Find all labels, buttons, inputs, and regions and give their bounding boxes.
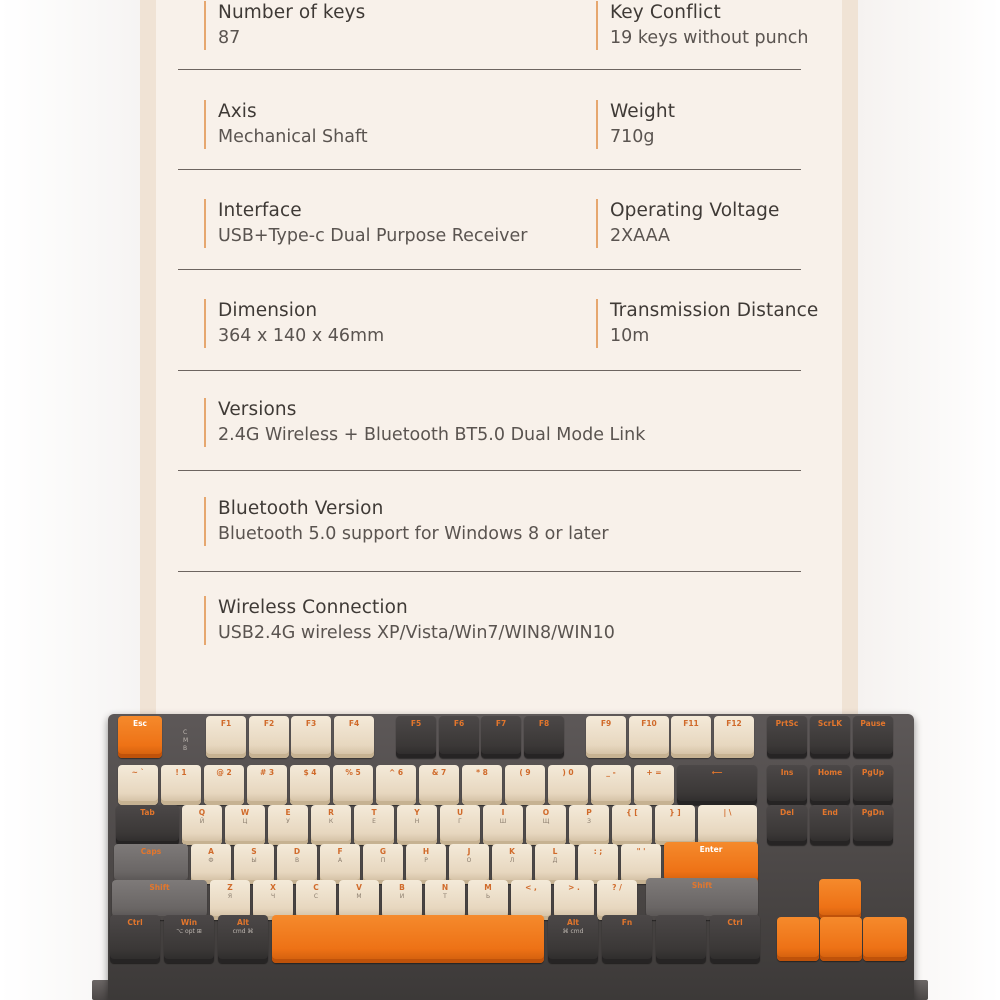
spec-bluetooth-version bbox=[204, 497, 609, 546]
key-ctrl-l bbox=[110, 915, 160, 963]
key-label: " ' bbox=[636, 847, 646, 856]
key-sublabel: В bbox=[294, 857, 300, 864]
key-f6 bbox=[439, 716, 479, 758]
key-label: Ctrl bbox=[127, 918, 143, 927]
key-sublabel: О bbox=[466, 857, 472, 864]
key-s bbox=[234, 844, 274, 884]
divider bbox=[178, 470, 801, 471]
key-sublabel: Н bbox=[414, 818, 420, 825]
spec-label: Bluetooth Version bbox=[218, 498, 384, 519]
key-g bbox=[363, 844, 403, 884]
key-sublabel: К bbox=[328, 818, 334, 825]
key-label: $ 4 bbox=[303, 768, 317, 777]
key-k bbox=[492, 844, 532, 884]
key-n0 bbox=[548, 765, 588, 805]
key-ctrl-r bbox=[710, 915, 760, 963]
key-label: F10 bbox=[641, 719, 657, 728]
key-f11 bbox=[671, 716, 711, 758]
led-m: M bbox=[183, 737, 189, 744]
key-sublabel: Д bbox=[552, 857, 558, 864]
key-label: Z bbox=[227, 883, 233, 892]
spec-value: Bluetooth 5.0 support for Windows 8 or later bbox=[218, 524, 609, 544]
spec-transmission-distance bbox=[596, 299, 818, 348]
key-sublabel: А bbox=[337, 857, 343, 864]
spec-versions bbox=[204, 398, 645, 447]
spec-value: 10m bbox=[610, 326, 650, 346]
key-i bbox=[483, 805, 523, 845]
key-label: J bbox=[467, 847, 471, 856]
key-label: S bbox=[251, 847, 257, 856]
spec-value: USB+Type-c Dual Purpose Receiver bbox=[218, 226, 528, 246]
key-l bbox=[535, 844, 575, 884]
key-sublabel: ⌥ opt ⊞ bbox=[176, 928, 202, 935]
key-label: ? / bbox=[612, 883, 622, 892]
key-label: R bbox=[328, 808, 334, 817]
key-sublabel: Л bbox=[509, 857, 515, 864]
key-label: ( 9 bbox=[519, 768, 531, 777]
key-sublabel: Г bbox=[458, 818, 462, 825]
key-pgup bbox=[853, 765, 893, 805]
key-sublabel: Й bbox=[199, 818, 205, 825]
key-label: U bbox=[456, 808, 464, 817]
key-sublabel: З bbox=[587, 818, 591, 825]
led-b: B bbox=[183, 745, 188, 752]
keyboard-leds bbox=[183, 729, 188, 753]
key-label: Home bbox=[817, 768, 843, 777]
key-alt-l bbox=[218, 915, 268, 963]
spec-label: Interface bbox=[218, 200, 302, 221]
key-sublabel: Ц bbox=[242, 818, 248, 825]
key-e bbox=[268, 805, 308, 845]
spec-value: 87 bbox=[218, 28, 241, 48]
key-label: Y bbox=[414, 808, 420, 817]
key-f7 bbox=[481, 716, 521, 758]
arrow-up-key bbox=[819, 879, 861, 919]
key-label: Q bbox=[198, 808, 206, 817]
key-n8 bbox=[462, 765, 502, 805]
key-label: K bbox=[509, 847, 515, 856]
key-label: Esc bbox=[132, 719, 148, 728]
key-label: % 5 bbox=[345, 768, 361, 777]
key-f1 bbox=[206, 716, 246, 758]
spec-dimension bbox=[204, 299, 384, 348]
key-ins bbox=[767, 765, 807, 805]
key-sublabel: Ь bbox=[485, 893, 491, 900]
key-n bbox=[425, 880, 465, 920]
key-win bbox=[164, 915, 214, 963]
key-label: # 3 bbox=[259, 768, 275, 777]
key-label: N bbox=[441, 883, 449, 892]
key-label: Ctrl bbox=[727, 918, 743, 927]
spec-label: Wireless Connection bbox=[218, 597, 408, 618]
key-label: Alt bbox=[567, 918, 579, 927]
spec-value: 2XAAA bbox=[610, 226, 671, 246]
key-lbracket bbox=[612, 805, 652, 845]
key-u bbox=[440, 805, 480, 845]
key-v bbox=[339, 880, 379, 920]
key-sublabel: Ш bbox=[499, 818, 507, 825]
key-label: PgDn bbox=[861, 808, 885, 817]
spec-wireless-connection bbox=[204, 596, 615, 645]
led-c: C bbox=[183, 729, 188, 736]
key-label: D bbox=[293, 847, 301, 856]
key-p bbox=[569, 805, 609, 845]
key-label: Fn bbox=[621, 918, 633, 927]
key-shift-l bbox=[112, 880, 207, 920]
menu-key bbox=[656, 915, 706, 963]
key-sublabel: Е bbox=[372, 818, 376, 825]
key-home bbox=[810, 765, 850, 805]
key-n6 bbox=[376, 765, 416, 805]
key-fn bbox=[602, 915, 652, 963]
key-sublabel: Щ bbox=[542, 818, 550, 825]
key-label: : ; bbox=[593, 847, 603, 856]
divider bbox=[178, 169, 801, 170]
spec-operating-voltage bbox=[596, 199, 779, 248]
spec-value: 2.4G Wireless + Bluetooth BT5.0 Dual Mode Link bbox=[218, 425, 646, 445]
key-sublabel: М bbox=[356, 893, 362, 900]
spec-weight bbox=[596, 100, 675, 149]
arrow-left-key bbox=[777, 917, 819, 961]
key-label: End bbox=[822, 808, 838, 817]
spec-label: Transmission Distance bbox=[610, 300, 819, 321]
arrow-right-key bbox=[863, 917, 907, 961]
key-tab bbox=[116, 805, 179, 845]
key-backspace bbox=[677, 765, 757, 805]
key-label: V bbox=[356, 883, 362, 892]
key-w bbox=[225, 805, 265, 845]
key-label: Shift bbox=[691, 881, 713, 890]
key-label: | \ bbox=[723, 808, 732, 817]
key-period bbox=[554, 880, 594, 920]
divider bbox=[178, 571, 801, 572]
key-label: @ 2 bbox=[216, 768, 232, 777]
key-equal bbox=[634, 765, 674, 805]
key-z bbox=[210, 880, 250, 920]
key-scrlk bbox=[810, 716, 850, 758]
key-label: PrtSc bbox=[775, 719, 799, 728]
key-label: O bbox=[542, 808, 550, 817]
key-label: T bbox=[371, 808, 377, 817]
key-label: F1 bbox=[220, 719, 232, 728]
key-label: W bbox=[240, 808, 250, 817]
key-slash bbox=[597, 880, 637, 920]
key-a bbox=[191, 844, 231, 884]
spec-value: Mechanical Shaft bbox=[218, 127, 368, 147]
key-sublabel: Я bbox=[227, 893, 233, 900]
key-c bbox=[296, 880, 336, 920]
key-label: F6 bbox=[453, 719, 465, 728]
spec-label: Axis bbox=[218, 101, 257, 122]
key-n2 bbox=[204, 765, 244, 805]
spec-interface bbox=[204, 199, 528, 248]
key-label: F11 bbox=[683, 719, 699, 728]
key-label: Del bbox=[780, 808, 794, 817]
key-n1 bbox=[161, 765, 201, 805]
divider bbox=[178, 269, 801, 270]
key-label: _ - bbox=[606, 768, 616, 777]
key-label: { [ bbox=[626, 808, 638, 817]
key-sublabel: П bbox=[380, 857, 386, 864]
spec-key-conflict bbox=[596, 1, 809, 50]
key-label: Enter bbox=[699, 845, 723, 854]
key-label: X bbox=[270, 883, 276, 892]
spec-label: Versions bbox=[218, 399, 297, 420]
key-label: M bbox=[484, 883, 492, 892]
key-r bbox=[311, 805, 351, 845]
key-label: G bbox=[379, 847, 387, 856]
key-label: F7 bbox=[495, 719, 507, 728]
spec-value: 19 keys without punch bbox=[610, 28, 809, 48]
key-tilde bbox=[118, 765, 158, 805]
key-label: ~ ` bbox=[131, 768, 145, 777]
key-label: Win bbox=[180, 918, 198, 927]
arrow-down-key bbox=[820, 917, 862, 961]
spacebar bbox=[272, 915, 544, 963]
key-h bbox=[406, 844, 446, 884]
key-esc bbox=[118, 716, 162, 758]
key-del bbox=[767, 805, 807, 845]
key-label: F bbox=[337, 847, 343, 856]
spec-label: Operating Voltage bbox=[610, 200, 780, 221]
key-label: F9 bbox=[600, 719, 612, 728]
key-label: F4 bbox=[348, 719, 360, 728]
spec-value: USB2.4G wireless XP/Vista/Win7/WIN8/WIN10 bbox=[218, 623, 615, 643]
key-o bbox=[526, 805, 566, 845]
key-label: C bbox=[313, 883, 319, 892]
key-label: H bbox=[422, 847, 430, 856]
key-f10 bbox=[629, 716, 669, 758]
key-m bbox=[468, 880, 508, 920]
key-label: F2 bbox=[263, 719, 275, 728]
key-sublabel: cmd ⌘ bbox=[232, 928, 254, 935]
key-d bbox=[277, 844, 317, 884]
key-prtsc bbox=[767, 716, 807, 758]
key-f3 bbox=[291, 716, 331, 758]
key-label: + = bbox=[646, 768, 662, 777]
key-end bbox=[810, 805, 850, 845]
key-label: F5 bbox=[410, 719, 422, 728]
key-f8 bbox=[524, 716, 564, 758]
key-sublabel: Ч bbox=[270, 893, 276, 900]
spec-label: Weight bbox=[610, 101, 676, 122]
key-label: ScrLK bbox=[817, 719, 843, 728]
key-label: B bbox=[399, 883, 405, 892]
key-f2 bbox=[249, 716, 289, 758]
key-pause bbox=[853, 716, 893, 758]
key-label: A bbox=[208, 847, 214, 856]
key-label: & 7 bbox=[431, 768, 447, 777]
key-sublabel: Т bbox=[443, 893, 447, 900]
key-label: E bbox=[285, 808, 291, 817]
key-n3 bbox=[247, 765, 287, 805]
spec-label: Key Conflict bbox=[610, 2, 721, 23]
key-j bbox=[449, 844, 489, 884]
key-label: Tab bbox=[140, 808, 155, 817]
key-n9 bbox=[505, 765, 545, 805]
key-x bbox=[253, 880, 293, 920]
key-f bbox=[320, 844, 360, 884]
key-label: ! 1 bbox=[175, 768, 187, 777]
spec-axis bbox=[204, 100, 368, 149]
key-label: Alt bbox=[237, 918, 249, 927]
key-label: PgUp bbox=[861, 768, 885, 777]
key-sublabel: У bbox=[286, 818, 290, 825]
key-label: ⟵ bbox=[711, 768, 723, 777]
key-sublabel: Ы bbox=[251, 857, 257, 864]
key-n7 bbox=[419, 765, 459, 805]
key-label: } ] bbox=[669, 808, 681, 817]
key-alt-r bbox=[548, 915, 598, 963]
key-shift-r bbox=[646, 878, 758, 920]
key-y bbox=[397, 805, 437, 845]
key-sublabel: С bbox=[313, 893, 319, 900]
key-b bbox=[382, 880, 422, 920]
key-f4 bbox=[334, 716, 374, 758]
key-label: I bbox=[501, 808, 505, 817]
key-label: F8 bbox=[538, 719, 550, 728]
key-f12 bbox=[714, 716, 754, 758]
spec-value: 710g bbox=[610, 127, 655, 147]
key-label: ) 0 bbox=[562, 768, 574, 777]
key-n4 bbox=[290, 765, 330, 805]
spec-label: Number of keys bbox=[218, 2, 366, 23]
key-label: * 8 bbox=[476, 768, 488, 777]
key-caps bbox=[114, 844, 188, 884]
key-label: ^ 6 bbox=[388, 768, 404, 777]
key-sublabel: Р bbox=[424, 857, 428, 864]
key-sublabel: ⌘ cmd bbox=[562, 928, 584, 935]
key-label: Pause bbox=[860, 719, 886, 728]
key-minus bbox=[591, 765, 631, 805]
divider bbox=[178, 370, 801, 371]
divider bbox=[178, 69, 801, 70]
spec-label: Dimension bbox=[218, 300, 318, 321]
key-t bbox=[354, 805, 394, 845]
key-q bbox=[182, 805, 222, 845]
key-sublabel: Ф bbox=[208, 857, 214, 864]
key-label: < , bbox=[525, 883, 537, 892]
key-f5 bbox=[396, 716, 436, 758]
spec-number-of-keys bbox=[204, 1, 365, 50]
key-label: Ins bbox=[780, 768, 794, 777]
key-label: Shift bbox=[149, 883, 170, 892]
key-label: F3 bbox=[305, 719, 317, 728]
key-label: F12 bbox=[726, 719, 742, 728]
key-backslash bbox=[698, 805, 757, 845]
key-label: Caps bbox=[140, 847, 162, 856]
key-label: P bbox=[586, 808, 592, 817]
key-sublabel: И bbox=[399, 893, 405, 900]
key-label: L bbox=[552, 847, 558, 856]
key-f9 bbox=[586, 716, 626, 758]
key-pgdn bbox=[853, 805, 893, 845]
key-semicolon bbox=[578, 844, 618, 884]
key-n5 bbox=[333, 765, 373, 805]
key-comma bbox=[511, 880, 551, 920]
key-label: > . bbox=[568, 883, 580, 892]
key-rbracket bbox=[655, 805, 695, 845]
spec-value: 364 x 140 x 46mm bbox=[218, 326, 385, 346]
